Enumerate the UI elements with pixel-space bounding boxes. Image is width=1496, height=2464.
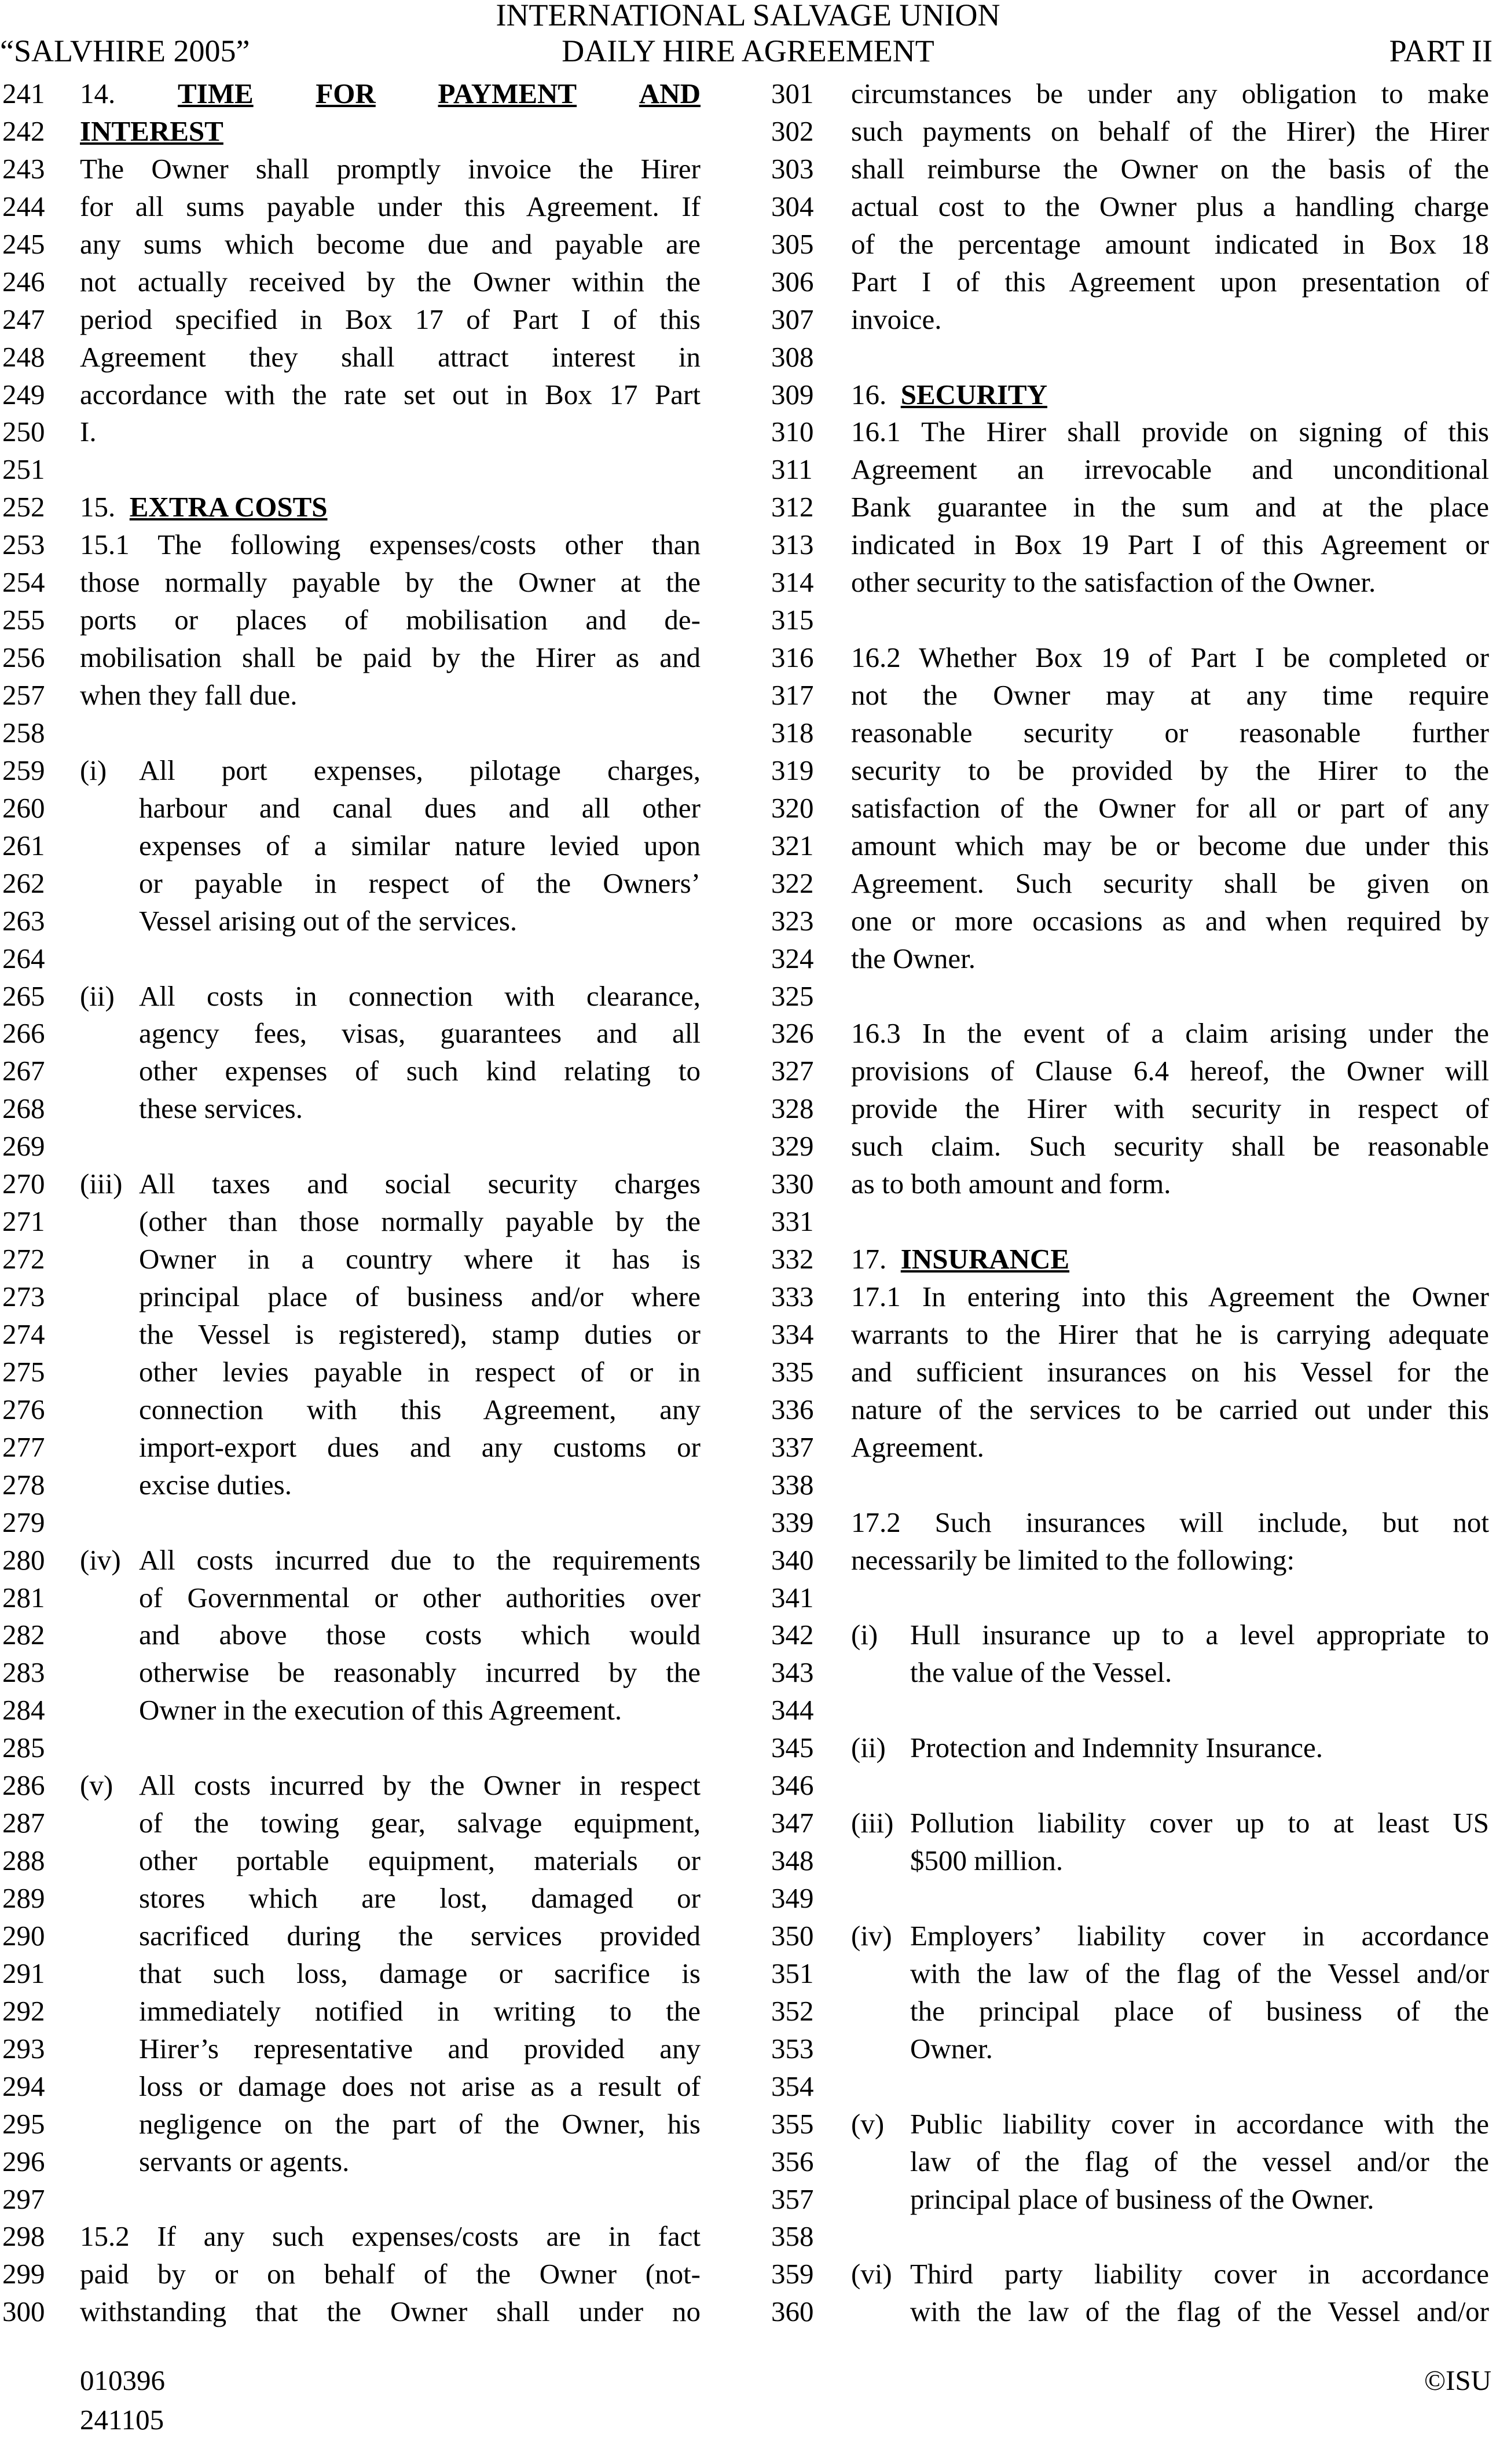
line-number: 259 bbox=[2, 754, 45, 786]
text-line: security to be provided by the Hirer to the bbox=[851, 754, 1489, 786]
line-number: 340 bbox=[771, 1543, 814, 1576]
item-line: other portable equipment, materials or bbox=[139, 1845, 701, 1877]
line-number: 336 bbox=[771, 1393, 814, 1425]
item-line bbox=[80, 752, 701, 790]
item-line: the principal place of business of the bbox=[910, 1994, 1489, 2027]
item-line: the value of the Vessel. bbox=[910, 1656, 1172, 1689]
text-line: 15.2 If any such expenses/costs are in fact bbox=[80, 2220, 701, 2253]
line-number: 353 bbox=[771, 2032, 814, 2065]
text-line: such claim. Such security shall be reasonable bbox=[851, 1130, 1489, 1163]
text-line: other security to the satisfaction of the Owner. bbox=[851, 566, 1376, 599]
line-number: 345 bbox=[771, 1732, 814, 1764]
text-line: one or more occasions as and when required by bbox=[851, 904, 1489, 937]
text-line: warrants to the Hirer that he is carrying adequate bbox=[851, 1318, 1489, 1350]
item-label: (ii) bbox=[80, 980, 115, 1012]
text-line: for all sums payable under this Agreement. If bbox=[80, 190, 701, 222]
text-line: indicated in Box 19 Part I of this Agreement or bbox=[851, 529, 1489, 561]
line-number: 254 bbox=[2, 566, 45, 599]
line-number: 242 bbox=[2, 115, 45, 147]
item-line bbox=[851, 2256, 1489, 2293]
heading-clause-17 bbox=[851, 1241, 1489, 1278]
line-number: 320 bbox=[771, 791, 814, 824]
extra-cost-item-iv bbox=[80, 1542, 701, 1730]
line-number: 341 bbox=[771, 1581, 814, 1614]
line-number: 356 bbox=[771, 2145, 814, 2177]
text-line: 17.1 In entering into this Agreement the Owner bbox=[851, 1281, 1489, 1312]
line-number: 261 bbox=[2, 829, 45, 861]
item-line bbox=[851, 1917, 1489, 1955]
line-number: 285 bbox=[2, 1732, 45, 1764]
line-number: 262 bbox=[2, 867, 45, 899]
item-text: Protection and Indemnity Insurance. bbox=[910, 1732, 1323, 1764]
line-number: 295 bbox=[2, 2107, 45, 2140]
item-line: connection with this Agreement, any bbox=[139, 1393, 701, 1425]
item-line bbox=[80, 1542, 701, 1579]
item-line: Owner. bbox=[910, 2032, 993, 2065]
heading-title: EXTRA COSTS bbox=[129, 491, 328, 523]
line-number: 300 bbox=[2, 2296, 45, 2328]
line-number: 307 bbox=[771, 303, 814, 335]
heading-number: 17. bbox=[851, 1243, 887, 1275]
item-label: (vi) bbox=[851, 2258, 892, 2290]
item-text: Third party liability cover in accordance bbox=[910, 2258, 1489, 2290]
text-line: amount which may be or become due under this bbox=[851, 829, 1489, 861]
line-number: 348 bbox=[771, 1845, 814, 1877]
item-line bbox=[851, 1805, 1489, 1842]
line-number: 269 bbox=[2, 1130, 45, 1163]
line-number: 283 bbox=[2, 1656, 45, 1689]
right-column-text bbox=[851, 75, 1489, 2331]
header-form-name: “SALVHIRE 2005” bbox=[0, 34, 250, 68]
line-number: 344 bbox=[771, 1694, 814, 1726]
heading-word: FOR bbox=[316, 78, 376, 109]
item-line: the Vessel is registered), stamp duties or bbox=[139, 1318, 701, 1350]
line-number: 273 bbox=[2, 1281, 45, 1312]
text-line: paid by or on behalf of the Owner (not- bbox=[80, 2258, 701, 2290]
text-line: Bank guarantee in the sum and at the place bbox=[851, 491, 1489, 523]
line-number: 256 bbox=[2, 641, 45, 674]
line-number: 359 bbox=[771, 2258, 814, 2290]
clause-15-1-body bbox=[80, 526, 701, 714]
text-line: withstanding that the Owner shall under no bbox=[80, 2296, 701, 2328]
line-number: 266 bbox=[2, 1017, 45, 1050]
item-line bbox=[80, 1767, 701, 1805]
insurance-item-ii bbox=[851, 1729, 1489, 1767]
line-number: 282 bbox=[2, 1619, 45, 1651]
line-number: 292 bbox=[2, 1994, 45, 2027]
line-number: 244 bbox=[2, 190, 45, 222]
line-number: 286 bbox=[2, 1769, 45, 1802]
line-number: 289 bbox=[2, 1882, 45, 1914]
item-line: harbour and canal dues and all other bbox=[139, 791, 701, 824]
text-line: such payments on behalf of the Hirer) the Hirer bbox=[851, 115, 1489, 147]
text-line: shall reimburse the Owner on the basis of the bbox=[851, 152, 1489, 185]
line-number: 265 bbox=[2, 980, 45, 1012]
line-number: 324 bbox=[771, 942, 814, 974]
line-number: 335 bbox=[771, 1355, 814, 1388]
line-number: 248 bbox=[2, 340, 45, 373]
line-number: 257 bbox=[2, 679, 45, 711]
item-line: Owner in the execution of this Agreement. bbox=[139, 1694, 622, 1726]
line-number: 308 bbox=[771, 340, 814, 373]
item-text: Pollution liability cover up to at least US bbox=[910, 1807, 1489, 1839]
item-line: law of the flag of the vessel and/or the bbox=[910, 2145, 1489, 2177]
text-line: provisions of Clause 6.4 hereof, the Owner will bbox=[851, 1055, 1489, 1087]
item-line: $500 million. bbox=[910, 1845, 1064, 1877]
line-number: 301 bbox=[771, 78, 814, 109]
line-number: 306 bbox=[771, 265, 814, 298]
item-text: All costs in connection with clearance, bbox=[139, 980, 701, 1012]
line-number: 280 bbox=[2, 1543, 45, 1576]
extra-cost-item-ii bbox=[80, 978, 701, 1128]
text-line: of the percentage amount indicated in Box 18 bbox=[851, 228, 1489, 260]
item-text: All costs incurred by the Owner in respect bbox=[139, 1769, 701, 1802]
line-number: 270 bbox=[2, 1168, 45, 1200]
line-number: 312 bbox=[771, 491, 814, 523]
line-number: 317 bbox=[771, 679, 814, 711]
line-number: 323 bbox=[771, 904, 814, 937]
item-line bbox=[851, 1729, 1489, 1767]
text-line: and sufficient insurances on his Vessel for the bbox=[851, 1355, 1489, 1388]
text-line: actual cost to the Owner plus a handling charge bbox=[851, 190, 1489, 222]
item-line: stores which are lost, damaged or bbox=[139, 1882, 701, 1914]
line-number: 318 bbox=[771, 716, 814, 749]
item-line: of the towing gear, salvage equipment, bbox=[139, 1807, 701, 1839]
line-number: 246 bbox=[2, 265, 45, 298]
text-line: 16.1 The Hirer shall provide on signing of this bbox=[851, 416, 1489, 448]
heading-clause-16 bbox=[851, 376, 1489, 414]
line-number: 351 bbox=[771, 1957, 814, 1989]
heading-number: 16. bbox=[851, 378, 887, 410]
item-label: (i) bbox=[851, 1619, 878, 1651]
item-line: or payable in respect of the Owners’ bbox=[139, 867, 701, 899]
clause-15-2-continued bbox=[851, 75, 1489, 339]
text-line: provide the Hirer with security in respect of bbox=[851, 1092, 1489, 1125]
line-number: 311 bbox=[771, 453, 813, 486]
line-number: 241 bbox=[2, 78, 45, 109]
item-line: Vessel arising out of the services. bbox=[139, 904, 518, 937]
extra-cost-item-iii bbox=[80, 1165, 701, 1504]
item-line: principal place of business of the Owner. bbox=[910, 2183, 1374, 2215]
item-line: otherwise be reasonably incurred by the bbox=[139, 1656, 701, 1689]
extra-cost-item-i bbox=[80, 752, 701, 940]
item-line: import-export dues and any customs or bbox=[139, 1431, 701, 1463]
item-line: expenses of a similar nature levied upon bbox=[139, 829, 701, 861]
line-number: 330 bbox=[771, 1168, 814, 1200]
item-line: and above those costs which would bbox=[139, 1619, 701, 1651]
line-number: 354 bbox=[771, 2070, 814, 2102]
item-label: (iv) bbox=[851, 1919, 892, 1952]
line-number: 309 bbox=[771, 378, 814, 410]
heading-title: INSURANCE bbox=[900, 1243, 1070, 1275]
line-number: 275 bbox=[2, 1355, 45, 1388]
line-number: 249 bbox=[2, 378, 45, 410]
line-number: 328 bbox=[771, 1092, 814, 1125]
header-organization: INTERNATIONAL SALVAGE UNION bbox=[496, 0, 1000, 32]
line-number: 245 bbox=[2, 228, 45, 260]
item-line: (other than those normally payable by the bbox=[139, 1205, 701, 1238]
item-label: (v) bbox=[851, 2107, 885, 2140]
line-number: 321 bbox=[771, 829, 814, 861]
text-line: satisfaction of the Owner for all or part of any bbox=[851, 791, 1489, 824]
clause-17-2-body bbox=[851, 1504, 1489, 1579]
line-number: 319 bbox=[771, 754, 814, 786]
line-number: 355 bbox=[771, 2107, 814, 2140]
heading-clause-15 bbox=[80, 489, 701, 526]
text-line: when they fall due. bbox=[80, 679, 298, 711]
line-number: 315 bbox=[771, 604, 814, 636]
line-number: 243 bbox=[2, 152, 45, 185]
line-number: 274 bbox=[2, 1318, 45, 1350]
line-number: 327 bbox=[771, 1055, 814, 1087]
line-number: 316 bbox=[771, 641, 814, 674]
heading-clause-14 bbox=[80, 75, 701, 113]
line-number: 303 bbox=[771, 152, 814, 185]
line-number: 291 bbox=[2, 1957, 45, 1989]
insurance-item-v bbox=[851, 2106, 1489, 2219]
line-number: 263 bbox=[2, 904, 45, 937]
line-number: 284 bbox=[2, 1694, 45, 1726]
extra-cost-item-v bbox=[80, 1767, 701, 2180]
text-line: ports or places of mobilisation and de- bbox=[80, 604, 701, 636]
line-number: 290 bbox=[2, 1919, 45, 1952]
item-line: loss or damage does not arise as a result of bbox=[139, 2070, 701, 2102]
line-number: 332 bbox=[771, 1243, 814, 1275]
line-number: 357 bbox=[771, 2183, 814, 2215]
item-line: with the law of the flag of the Vessel and/or bbox=[910, 2296, 1489, 2328]
line-number: 255 bbox=[2, 604, 45, 636]
line-number: 305 bbox=[771, 228, 814, 260]
line-number: 277 bbox=[2, 1431, 45, 1463]
line-number: 294 bbox=[2, 2070, 45, 2102]
line-number: 349 bbox=[771, 1882, 814, 1914]
heading-word: AND bbox=[639, 78, 701, 109]
text-line: mobilisation shall be paid by the Hirer as and bbox=[80, 641, 701, 674]
text-line: invoice. bbox=[851, 303, 942, 335]
line-number: 276 bbox=[2, 1393, 45, 1425]
text-line: 17.2 Such insurances will include, but not bbox=[851, 1506, 1489, 1538]
line-number: 253 bbox=[2, 529, 45, 561]
item-line: agency fees, visas, guarantees and all bbox=[139, 1017, 701, 1050]
clause-14-body bbox=[80, 151, 701, 452]
heading-number: 15. bbox=[80, 491, 116, 523]
item-line: Hirer’s representative and provided any bbox=[139, 2032, 701, 2065]
line-number: 329 bbox=[771, 1130, 814, 1163]
text-line: as to both amount and form. bbox=[851, 1168, 1171, 1200]
item-line: negligence on the part of the Owner, his bbox=[139, 2107, 701, 2140]
heading-word: TIME bbox=[177, 78, 254, 109]
line-number: 299 bbox=[2, 2258, 45, 2290]
line-number: 268 bbox=[2, 1092, 45, 1125]
text-line: Agreement. bbox=[851, 1431, 984, 1463]
line-number: 264 bbox=[2, 942, 45, 974]
line-number: 298 bbox=[2, 2220, 45, 2253]
item-line: with the law of the flag of the Vessel and/or bbox=[910, 1957, 1489, 1989]
insurance-item-vi bbox=[851, 2256, 1489, 2331]
line-number: 322 bbox=[771, 867, 814, 899]
item-line: Owner in a country where it has is bbox=[139, 1243, 701, 1275]
line-number: 304 bbox=[771, 190, 814, 222]
clause-16-2-body bbox=[851, 639, 1489, 977]
item-text: All port expenses, pilotage charges, bbox=[139, 754, 701, 786]
footer-copyright: ©ISU bbox=[1424, 2364, 1491, 2396]
line-number: 346 bbox=[771, 1769, 814, 1802]
line-number: 350 bbox=[771, 1919, 814, 1952]
item-text: Public liability cover in accordance with the bbox=[910, 2107, 1489, 2140]
heading-word: PAYMENT bbox=[438, 78, 577, 109]
item-line bbox=[80, 978, 701, 1015]
text-line: necessarily be limited to the following: bbox=[851, 1543, 1295, 1576]
line-number: 288 bbox=[2, 1845, 45, 1877]
item-line: these services. bbox=[139, 1092, 303, 1125]
line-number: 334 bbox=[771, 1318, 814, 1350]
text-line: any sums which become due and payable are bbox=[80, 228, 701, 260]
item-line: of Governmental or other authorities over bbox=[139, 1581, 701, 1614]
line-number: 251 bbox=[2, 453, 45, 486]
line-number: 338 bbox=[771, 1468, 814, 1501]
text-line: those normally payable by the Owner at the bbox=[80, 566, 701, 599]
text-line: I. bbox=[80, 416, 97, 448]
line-number: 252 bbox=[2, 491, 45, 523]
item-label: (v) bbox=[80, 1769, 113, 1802]
text-line: nature of the services to be carried out under this bbox=[851, 1393, 1489, 1425]
heading-number: 14. bbox=[80, 78, 116, 109]
line-number: 310 bbox=[771, 416, 814, 448]
footer-revision-code: 241105 bbox=[80, 2404, 164, 2436]
item-line: excise duties. bbox=[139, 1468, 292, 1501]
clause-16-1-body bbox=[851, 413, 1489, 602]
line-number: 331 bbox=[771, 1205, 814, 1238]
heading-word: INTEREST bbox=[80, 115, 223, 147]
item-line: sacrificed during the services provided bbox=[139, 1919, 701, 1952]
line-number: 293 bbox=[2, 2032, 45, 2065]
line-number: 347 bbox=[771, 1807, 814, 1839]
item-label: (ii) bbox=[851, 1732, 886, 1764]
line-number: 279 bbox=[2, 1506, 45, 1538]
text-line: 16.2 Whether Box 19 of Part I be completed or bbox=[851, 641, 1489, 674]
right-line-numbers bbox=[771, 75, 841, 2331]
text-line: 16.3 In the event of a claim arising under the bbox=[851, 1017, 1489, 1050]
line-number: 297 bbox=[2, 2183, 45, 2215]
heading-title: SECURITY bbox=[900, 378, 1047, 410]
item-line bbox=[851, 1616, 1489, 1654]
line-number: 358 bbox=[771, 2220, 814, 2253]
item-label: (iii) bbox=[80, 1168, 123, 1200]
line-number: 337 bbox=[771, 1431, 814, 1463]
item-label: (iv) bbox=[80, 1543, 121, 1576]
header-document-title: DAILY HIRE AGREEMENT bbox=[562, 34, 934, 68]
line-number: 272 bbox=[2, 1243, 45, 1275]
line-number: 250 bbox=[2, 416, 45, 448]
insurance-item-iii bbox=[851, 1805, 1489, 1880]
line-number: 343 bbox=[771, 1656, 814, 1689]
line-number: 247 bbox=[2, 303, 45, 335]
item-line bbox=[851, 2106, 1489, 2143]
line-number: 278 bbox=[2, 1468, 45, 1501]
line-number: 314 bbox=[771, 566, 814, 599]
text-line: Agreement they shall attract interest in bbox=[80, 340, 701, 373]
item-line: servants or agents. bbox=[139, 2145, 350, 2177]
text-line: period specified in Box 17 of Part I of this bbox=[80, 303, 701, 335]
item-line: principal place of business and/or where bbox=[139, 1281, 701, 1312]
line-number: 296 bbox=[2, 2145, 45, 2177]
left-column-text bbox=[80, 75, 701, 2331]
clause-16-3-body bbox=[851, 1015, 1489, 1203]
item-line: that such loss, damage or sacrifice is bbox=[139, 1957, 701, 1989]
clause-17-1-body bbox=[851, 1278, 1489, 1466]
line-number: 360 bbox=[771, 2296, 814, 2328]
line-number: 281 bbox=[2, 1581, 45, 1614]
line-number: 271 bbox=[2, 1205, 45, 1238]
line-number: 342 bbox=[771, 1619, 814, 1651]
text-line: The Owner shall promptly invoice the Hirer bbox=[80, 152, 701, 185]
insurance-item-i bbox=[851, 1616, 1489, 1692]
item-line: immediately notified in writing to the bbox=[139, 1994, 701, 2027]
item-label: (iii) bbox=[851, 1807, 894, 1839]
line-number: 287 bbox=[2, 1807, 45, 1839]
text-line: circumstances be under any obligation to make bbox=[851, 78, 1489, 109]
line-number: 267 bbox=[2, 1055, 45, 1087]
line-number: 339 bbox=[771, 1506, 814, 1538]
text-line: Agreement. Such security shall be given on bbox=[851, 867, 1489, 899]
insurance-item-iv bbox=[851, 1917, 1489, 2068]
line-number: 260 bbox=[2, 791, 45, 824]
line-number: 302 bbox=[771, 115, 814, 147]
text-line: Part I of this Agreement upon presentation of bbox=[851, 265, 1489, 298]
item-line: other expenses of such kind relating to bbox=[139, 1055, 701, 1087]
text-line: 15.1 The following expenses/costs other than bbox=[80, 529, 701, 561]
item-line bbox=[80, 1165, 701, 1203]
item-text: Employers’ liability cover in accordance bbox=[910, 1919, 1489, 1952]
line-number: 313 bbox=[771, 529, 814, 561]
item-line: other levies payable in respect of or in bbox=[139, 1355, 701, 1388]
item-text: Hull insurance up to a level appropriate to bbox=[910, 1619, 1489, 1651]
footer-form-code: 010396 bbox=[80, 2364, 165, 2396]
text-line: Agreement an irrevocable and unconditional bbox=[851, 453, 1489, 486]
clause-15-2-body bbox=[80, 2218, 701, 2331]
line-number: 352 bbox=[771, 1994, 814, 2027]
text-line: not the Owner may at any time require bbox=[851, 679, 1489, 711]
item-text: All costs incurred due to the requirements bbox=[139, 1543, 701, 1576]
text-line: the Owner. bbox=[851, 942, 976, 974]
line-number: 258 bbox=[2, 716, 45, 749]
header-part: PART II bbox=[1389, 34, 1493, 68]
item-label: (i) bbox=[80, 754, 107, 786]
text-line: not actually received by the Owner within the bbox=[80, 265, 701, 298]
line-number: 326 bbox=[771, 1017, 814, 1050]
item-text: All taxes and social security charges bbox=[139, 1168, 701, 1200]
line-number: 333 bbox=[771, 1281, 814, 1312]
text-line: reasonable security or reasonable further bbox=[851, 716, 1489, 749]
left-line-numbers bbox=[2, 75, 72, 2331]
line-number: 325 bbox=[771, 980, 814, 1012]
text-line: accordance with the rate set out in Box 17 Part bbox=[80, 378, 701, 410]
